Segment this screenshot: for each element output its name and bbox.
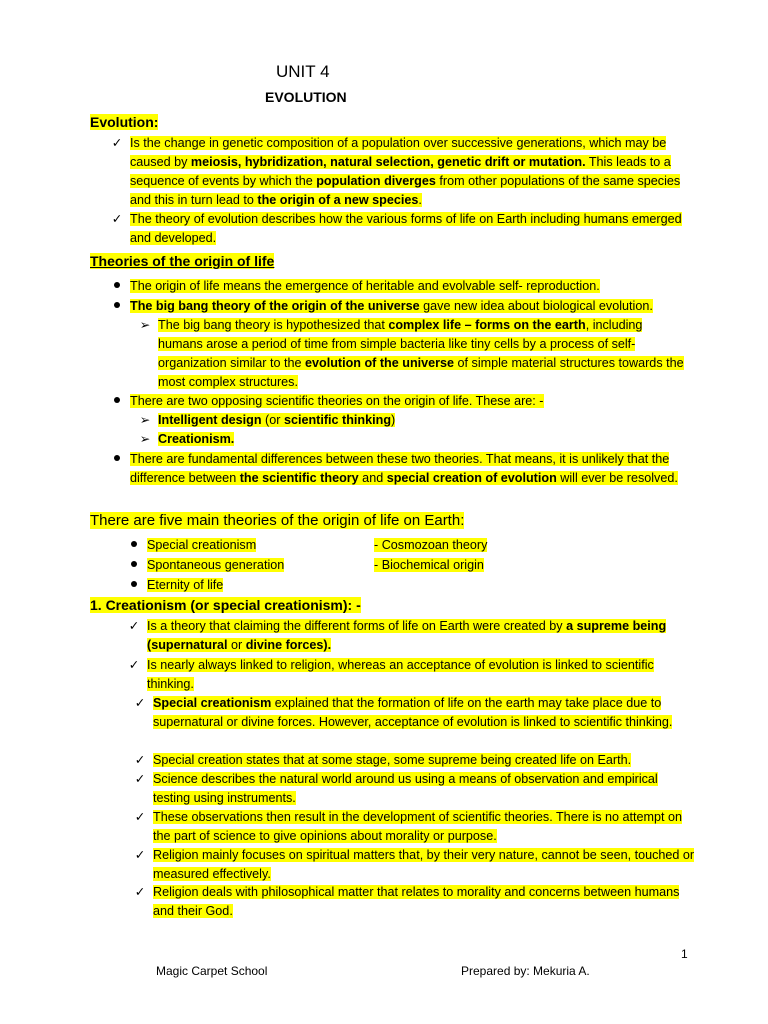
checkmark-icon: ✓ [111, 136, 123, 150]
list-item: ✓ Science describes the natural world around us using a means of observation and empirical testing using instruments. [153, 770, 698, 808]
arrow-bullet-icon: ➢ [139, 413, 151, 427]
list-item: There are two opposing scientific theories on the origin of life. These are: - [130, 392, 702, 411]
bullet-icon [131, 581, 137, 587]
list-item: ➢ The big bang theory is hypothesized that complex life – forms on the earth, including humans arose a period of time from simple bacteria like tiny cells by a process of self-organization similar to the evolution of the universe of simple material structures towards the most complex structures. [158, 316, 686, 392]
page-number: 1 [681, 947, 688, 961]
unit-title: UNIT 4 [276, 62, 330, 81]
list-item: Special creationism [147, 536, 347, 555]
checkmark-icon: ✓ [134, 848, 146, 862]
checkmark-icon: ✓ [111, 212, 123, 226]
checkmark-icon: ✓ [134, 810, 146, 824]
list-item: ✓ Is the change in genetic composition of a population over successive generations, which may be caused by meiosis, hybridization, natural selection, genetic drift or mutation. This leads to a sequence of events by which the population diverges from other populations of the same species and this in turn lead to the origin of a new species. [130, 134, 702, 210]
list-item: ✓ Is a theory that claiming the different forms of life on Earth were created by a supreme being (supernatural or divine forces). [147, 617, 697, 655]
list-item: ✓ These observations then result in the development of scientific theories. There is no attempt on the part of science to give opinions about morality or purpose. [153, 808, 698, 846]
bullet-icon [131, 561, 137, 567]
checkmark-icon: ✓ [128, 619, 140, 633]
list-item: ✓ Special creationism explained that the formation of life on the earth may take place due to supernatural or divine forces. However, acceptance of evolution is linked to scientific thinking. [153, 694, 698, 732]
list-item: The big bang theory of the origin of the universe gave new idea about biological evolution. [130, 297, 702, 316]
list-item: ➢ Intelligent design (or scientific thinking) [158, 411, 678, 430]
bullet-icon [114, 302, 120, 308]
bullet-icon [131, 541, 137, 547]
section-heading-creationism: 1. Creationism (or special creationism): - [90, 597, 361, 613]
list-item: There are fundamental differences between these two theories. That means, it is unlikely that the difference between the scientific theory and special creation of evolution will ever be resolved. [130, 450, 702, 488]
bullet-icon [114, 282, 120, 288]
list-item: Spontaneous generation [147, 556, 347, 575]
checkmark-icon: ✓ [134, 885, 146, 899]
list-item: ✓ Religion deals with philosophical matter that relates to morality and concerns between humans and their God. [153, 883, 698, 921]
bullet-icon [114, 455, 120, 461]
checkmark-icon: ✓ [134, 696, 146, 710]
section-heading-evolution: Evolution: [90, 114, 159, 130]
checkmark-icon: ✓ [128, 658, 140, 672]
list-item: ✓ The theory of evolution describes how the various forms of life on Earth including humans emerged and developed. [130, 210, 702, 248]
arrow-bullet-icon: ➢ [139, 318, 151, 332]
list-item: Eternity of life [147, 576, 347, 595]
list-item: - Cosmozoan theory [374, 538, 488, 552]
footer-school: Magic Carpet School [156, 964, 268, 978]
list-item: ✓ Religion mainly focuses on spiritual matters that, by their very nature, cannot be seen, touched or measured effectively. [153, 846, 698, 884]
checkmark-icon: ✓ [134, 772, 146, 786]
page-title: EVOLUTION [265, 89, 347, 105]
footer-author: Prepared by: Mekuria A. [461, 964, 590, 978]
list-item: The origin of life means the emergence of heritable and evolvable self- reproduction. [130, 277, 702, 296]
bullet-icon [114, 397, 120, 403]
list-item: ➢ Creationism. [158, 430, 678, 449]
section-heading-five-theories: There are five main theories of the origin of life on Earth: [90, 512, 465, 529]
arrow-bullet-icon: ➢ [139, 432, 151, 446]
list-item: ✓ Is nearly always linked to religion, whereas an acceptance of evolution is linked to scientific thinking. [147, 656, 697, 694]
checkmark-icon: ✓ [134, 753, 146, 767]
list-item: ✓ Special creation states that at some stage, some supreme being created life on Earth. [153, 751, 698, 770]
section-heading-theories: Theories of the origin of life [90, 253, 275, 269]
list-item: - Biochemical origin [374, 558, 484, 572]
